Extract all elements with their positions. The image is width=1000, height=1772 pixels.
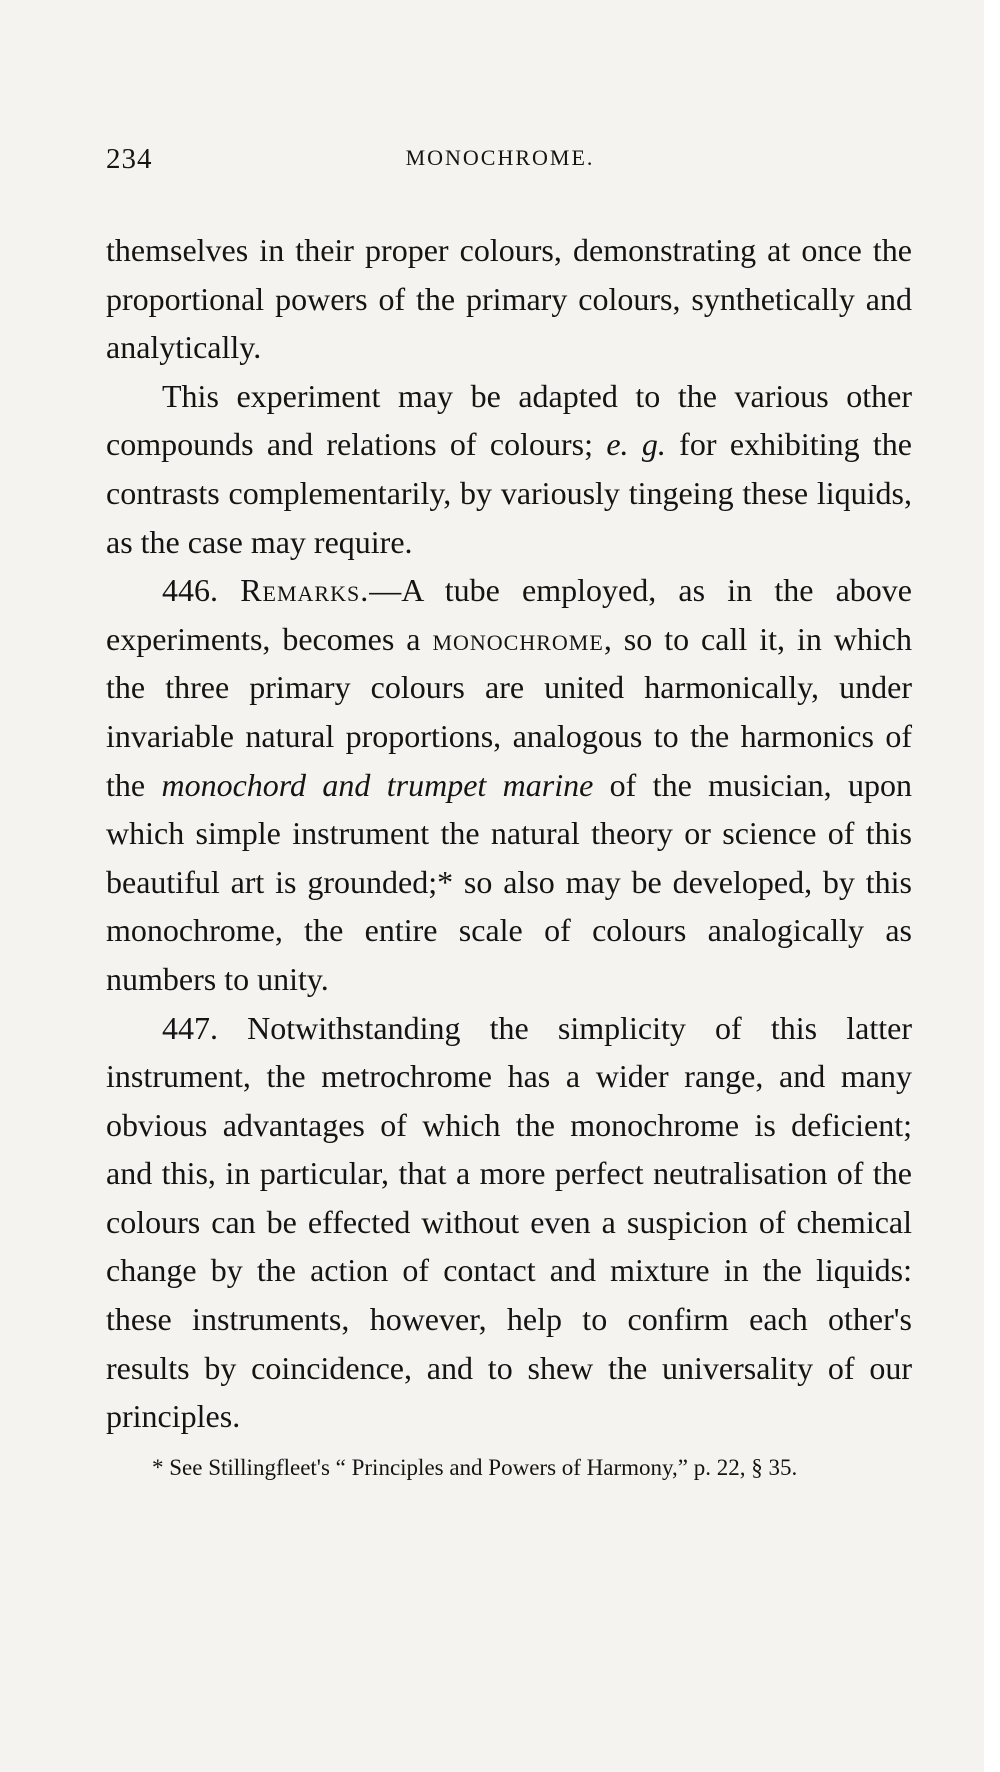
paragraph-446: [106, 566, 912, 1003]
paragraph-446-text-a: —A tube employed, as in the above experiments, becomes a: [106, 572, 913, 657]
page-edge: [984, 0, 1000, 1772]
paragraph-446-text-b: , so to call it, in which the three primary colours are united harmonically, under invariable natural proportions, analogous to the harmonics of the: [106, 620, 913, 803]
page-number: 234: [106, 143, 153, 175]
paragraph-1: themselves in their proper colours, demonstrating at once the proportional powers of the primary colours, synthetically and analytically.: [106, 232, 912, 366]
paragraph-447: 447. Notwithstanding the simplicity of this latter instrument, the metrochrome has a wider range, and many obvious advantages of which the monochrome is deficient; and this, in particular, that a more perfect neutralisation of the colours can be effected without even a suspicion of chemical change by the action of contact and mixture in the liquids: these instruments, however, help to confirm each other's results by coincidence, and to shew the universality of our principles.: [106, 1009, 912, 1435]
paragraph-number-446: 446.: [162, 572, 241, 609]
monochrome-term: monochrome: [432, 620, 604, 657]
remarks-heading: Remarks.: [240, 572, 370, 609]
paragraph-2-italic: e. g.: [606, 426, 666, 463]
paragraph-2-text-b: for exhibiting the contrasts complementarily, by variously tingeing these liquids, as the case may require.: [106, 426, 913, 560]
footnote: * See Stillingfleet's “ Principles and Powers of Harmony,” p. 22, § 35.: [152, 1454, 798, 1480]
paragraph-446-italic: monochord and trumpet marine: [161, 766, 594, 803]
page-header: [0, 143, 1000, 187]
running-head: MONOCHROME.: [405, 145, 595, 170]
body-text: [106, 226, 912, 1484]
paragraph-446-text-c: of the musician, upon which simple instrument the natural theory or science of this beautiful art is grounded;* so also may be developed, by this monochrome, the entire scale of colours analogically as numbers to unity.: [106, 766, 913, 997]
paragraph-2-text-a: This experiment may be adapted to the various other compounds and relations of colours;: [106, 377, 912, 463]
paragraph-2: [106, 372, 912, 566]
